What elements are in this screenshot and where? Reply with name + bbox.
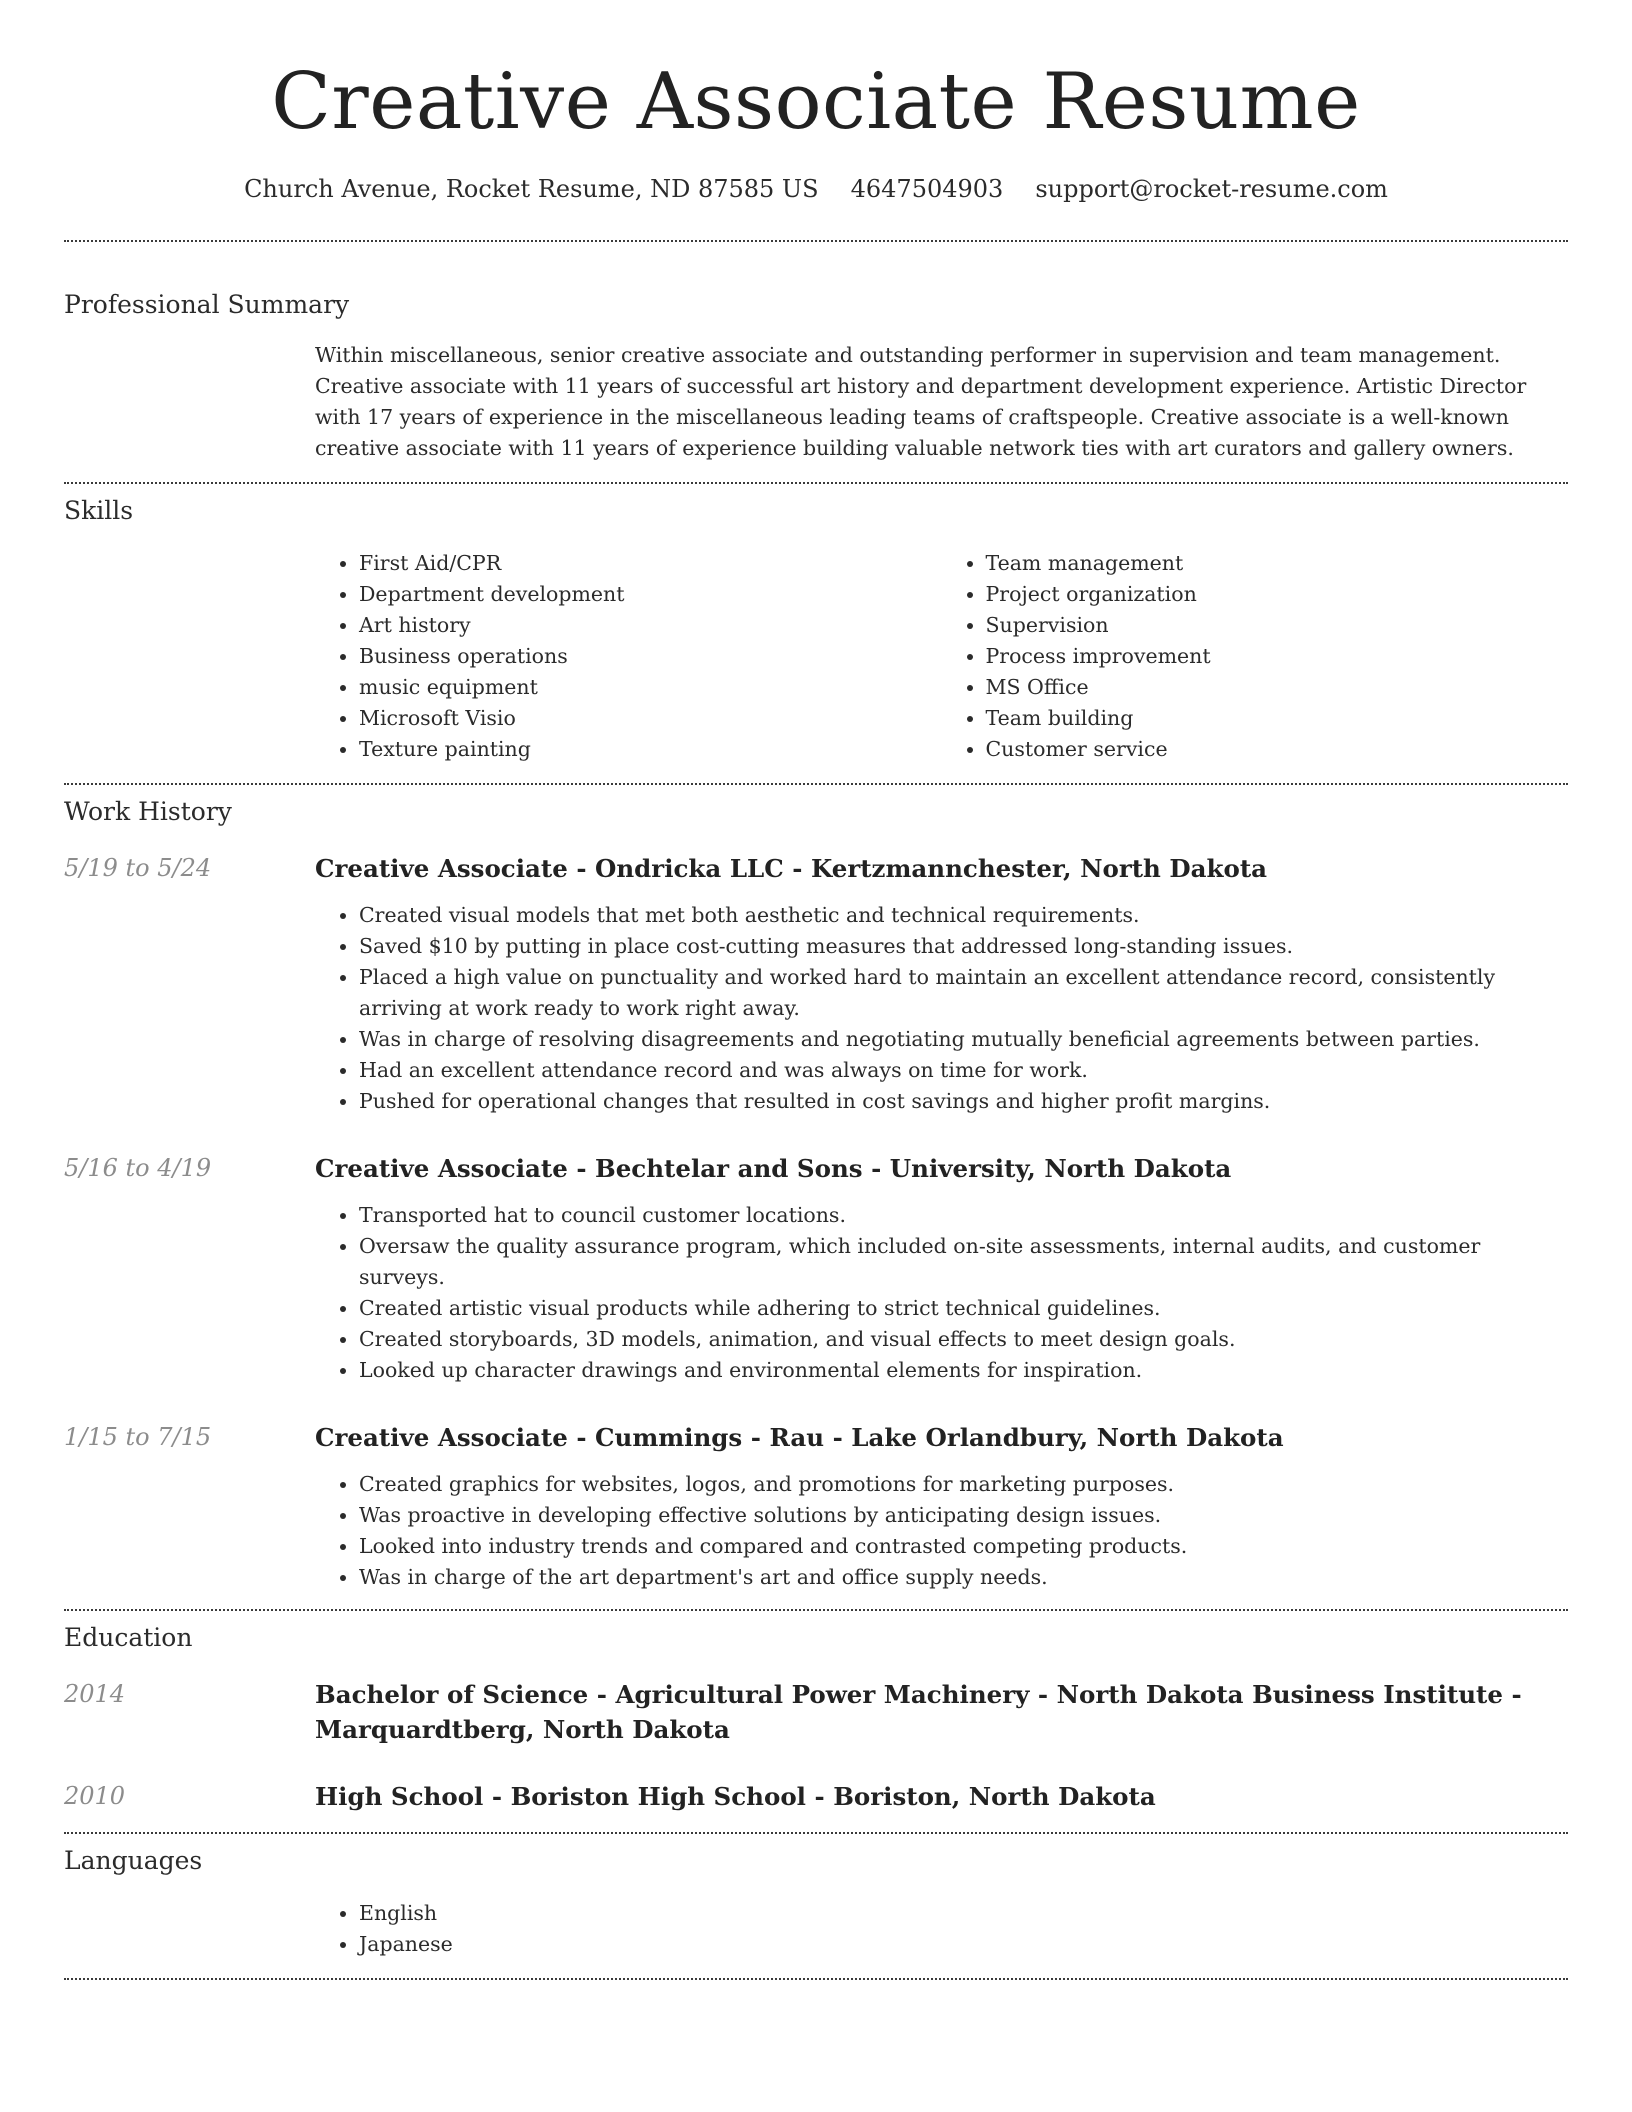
contact-email: support@rocket-resume.com [1035,175,1388,203]
summary-row [64,340,1568,464]
skill-item: • Project organization [986,579,1569,610]
job-bullet: • Had an excellent attendance record and was always on time for work. [359,1055,1568,1086]
work-section [64,795,1568,1593]
job-body [315,851,1568,1117]
skill-item: • First Aid/CPR [359,548,942,579]
job-dates: 1/15 to 7/15 [64,1423,212,1451]
section-divider [64,1609,1568,1611]
skill-item: • Process improvement [986,641,1569,672]
skills-grid [315,548,1568,765]
education-section [64,1621,1568,1814]
skill-item: • Department development [359,579,942,610]
job-bullet: • Transported hat to council customer locations. [359,1200,1568,1231]
section-divider [64,783,1568,785]
languages-list [315,1898,1568,1960]
contact-address: Church Avenue, Rocket Resume, ND 87585 US [244,175,819,203]
job-body [315,1420,1568,1593]
job-bullet: • Saved $10 by putting in place cost-cutting measures that addressed long-standing issues. [359,931,1568,962]
job-bullet: • Looked into industry trends and compared and contrasted competing products. [359,1531,1568,1562]
education-heading: Education [64,1623,193,1652]
job-bullet: • Looked up character drawings and environmental elements for inspiration. [359,1355,1568,1386]
languages-heading: Languages [64,1846,203,1875]
skill-item: • Supervision [986,610,1569,641]
job-bullet: • Oversaw the quality assurance program, which included on-site assessments, internal audits, and customer surveys. [359,1231,1568,1293]
job-bullet: • Pushed for operational changes that resulted in cost savings and higher profit margins. [359,1086,1568,1117]
job-bullets [315,900,1568,1117]
job-bullet: • Created artistic visual products while adhering to strict technical guidelines. [359,1293,1568,1324]
contact-phone: 4647504903 [850,175,1004,203]
languages-section [64,1844,1568,1960]
work-heading: Work History [64,797,232,826]
summary-body [315,340,1568,464]
skill-item: • Team management [986,548,1569,579]
section-divider [64,240,1568,242]
skills-list-right [942,548,1569,765]
skill-item: • MS Office [986,672,1569,703]
summary-text: Within miscellaneous, senior creative associate and outstanding performer in supervision and team management. Creative associate with 11 years of successful art history and department development experience. Artistic Director with 17 years of experience in the miscellaneous leading teams of craftspeople. Creative associate is a well-known creative associate with 11 years of experience building valuable network ties with art curators and gallery owners. [315,343,1527,460]
job-bullet: • Was proactive in developing effective solutions by anticipating design issues. [359,1500,1568,1531]
section-divider [64,482,1568,484]
job-entry [64,1420,1568,1593]
job-title: Creative Associate - Cummings - Rau - Lake Orlandbury, North Dakota [315,1423,1284,1452]
job-dates: 5/19 to 5/24 [64,854,212,882]
summary-section [64,288,1568,464]
job-bullet: • Created storyboards, 3D models, animation, and visual effects to meet design goals. [359,1324,1568,1355]
education-year: 2014 [64,1680,126,1708]
skill-item: • music equipment [359,672,942,703]
education-text: Bachelor of Science - Agricultural Power Machinery - North Dakota Business Institute - Marquardtberg, North Dakota [315,1680,1522,1744]
job-bullet: • Created graphics for websites, logos, and promotions for marketing purposes. [359,1469,1568,1500]
job-bullet: • Placed a high value on punctuality and worked hard to maintain an excellent attendance record, consistently arriving at work ready to work right away. [359,962,1568,1024]
education-body [315,1779,1568,1814]
skills-list-left [315,548,942,765]
summary-heading: Professional Summary [64,290,350,319]
job-bullets [315,1200,1568,1386]
section-divider [64,1832,1568,1834]
education-entry [64,1779,1568,1814]
job-entry [64,1151,1568,1386]
education-text: High School - Boriston High School - Boriston, North Dakota [315,1782,1156,1811]
skills-heading: Skills [64,496,134,525]
job-bullet: • Was in charge of resolving disagreements and negotiating mutually beneficial agreements between parties. [359,1024,1568,1055]
skills-section [64,494,1568,765]
contact-line [64,172,1568,206]
skills-row [64,548,1568,765]
job-title: Creative Associate - Bechtelar and Sons - University, North Dakota [315,1154,1232,1183]
job-bullet: • Was in charge of the art department's art and office supply needs. [359,1562,1568,1593]
skills-left-spacer [64,548,315,765]
section-divider [64,1978,1568,1980]
skill-item: • Customer service [986,734,1569,765]
skill-item: • Art history [359,610,942,641]
job-bullet: • Created visual models that met both aesthetic and technical requirements. [359,900,1568,931]
job-dates: 5/16 to 4/19 [64,1154,212,1182]
job-body [315,1151,1568,1386]
education-entry [64,1677,1568,1747]
job-entry [64,851,1568,1117]
skill-item: • Business operations [359,641,942,672]
languages-row [64,1898,1568,1960]
skill-item: • Texture painting [359,734,942,765]
language-item: • English [359,1898,1568,1929]
languages-body [315,1898,1568,1960]
job-bullets [315,1469,1568,1593]
language-item: • Japanese [359,1929,1568,1960]
languages-left-spacer [64,1898,315,1960]
education-year: 2010 [64,1782,126,1810]
summary-left-spacer [64,340,315,464]
education-body [315,1677,1568,1747]
skill-item: • Microsoft Visio [359,703,942,734]
resume-title: Creative Associate Resume [271,57,1361,147]
skill-item: • Team building [986,703,1569,734]
job-title: Creative Associate - Ondricka LLC - Kertzmannchester, North Dakota [315,854,1268,883]
